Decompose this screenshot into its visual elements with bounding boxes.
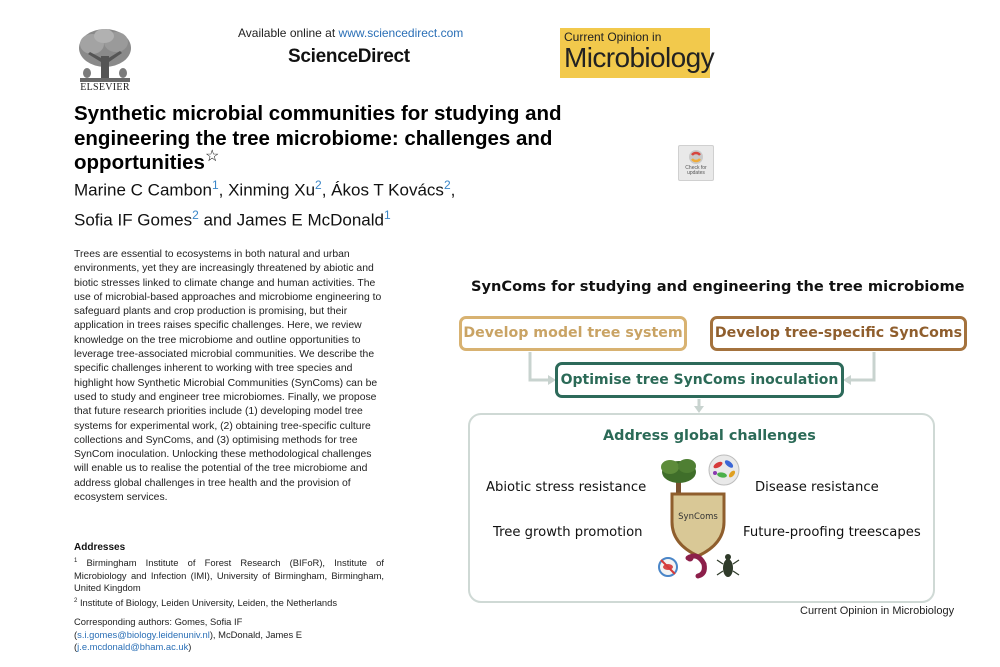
platform-name: ScienceDirect [288, 46, 410, 67]
optimise-inoculation-box: Optimise tree SynComs inoculation [555, 362, 844, 398]
connector-left [530, 352, 553, 380]
challenge-tree-growth: Tree growth promotion [493, 525, 643, 540]
journal-name-top: Current Opinion in [564, 30, 662, 44]
journal-name-main: Microbiology [564, 42, 714, 73]
author-separator: , [218, 180, 229, 200]
author-separator: and [198, 210, 237, 230]
publisher-wordmark: ELSEVIER [80, 82, 130, 93]
beetle-icon [717, 554, 739, 577]
figure-credit: Current Opinion in Microbiology [800, 605, 955, 617]
article-title-text: Synthetic microbial communities for studying and engineering the tree microbiome: challenges and opportunities [74, 102, 562, 174]
author-separator: , [450, 180, 456, 200]
check-for-updates-label: Check for updates [685, 165, 707, 176]
author-name[interactable]: Xinming Xu [228, 180, 316, 200]
author-name[interactable]: Ákos T Kovács [331, 180, 444, 200]
availability-prefix: Available online at [238, 26, 339, 40]
corresponding-prefix: Corresponding authors: Gomes, Sofia IF [74, 616, 243, 627]
corresponding-authors: Corresponding authors: Gomes, Sofia IF (s.i.gomes@biology.leidenuniv.nl), McDonald, James E (j.e.mcdonald@bham.ac.uk) [74, 616, 303, 652]
develop-model-tree-box: Develop model tree system [459, 316, 687, 351]
global-challenges-heading: Address global challenges [603, 428, 816, 444]
author-affiliation-mark[interactable]: 2 [192, 207, 199, 222]
author-name[interactable]: Sofia IF Gomes [74, 210, 193, 230]
shield-label: SynComs [678, 512, 718, 522]
arrow-head-down [694, 406, 704, 413]
develop-syncoms-box: Develop tree-specific SynComs [710, 316, 967, 351]
syncoms-shield-icon [672, 494, 724, 556]
addresses-heading: Addresses [74, 542, 126, 553]
email-link-gomes[interactable]: s.i.gomes@biology.leidenuniv.nl [77, 628, 210, 640]
abstract-text: Trees are essential to ecosystems in both natural and urban environments, yet they are increasingly threatened by abiotic and biotic stresses linked to climate change and human activities. The use of microbial-based approaches and microbiome engineering to safeguard plants and crop production is promising, but their application in trees raises specific challenges. Here, we review knowledge on the tree microbiome and outline opportunities to leverage tree-associated microbial communities. We describe the specific challenges inherent to working with tree species and highlight how Synthetic Microbial Communities (SynComs) can be used to study and engineer tree microbiomes. Finally, we propose that future research priorities include (1) developing model tree systems for experimental work, (2) obtaining tree-specific culture collections and SynComs, and (3) optimising methods for tree SynCom inoculation. Unlocking these methodological challenges will enable us to realise the potential of the tree microbiome and address global challenges in tree health and the provision of ecosystem services. [74, 249, 382, 504]
pathogen-blocked-icon [659, 558, 677, 576]
tree-icon [661, 459, 696, 494]
author-separator: , [321, 180, 332, 200]
author-affiliation-mark[interactable]: 1 [211, 178, 219, 192]
arrow-head-right [843, 375, 851, 385]
author-name[interactable]: Marine C Cambon [74, 180, 212, 200]
graphical-abstract-title: SynComs for studying and engineering the tree microbiome [471, 278, 965, 295]
sciencedirect-link[interactable]: www.sciencedirect.com [338, 26, 464, 40]
challenge-disease-resistance: Disease resistance [755, 480, 879, 495]
address-number: 2 [74, 597, 78, 604]
corresponding-middle: McDonald, James E [218, 628, 303, 640]
author-affiliation-mark[interactable]: 1 [384, 207, 391, 222]
author-affiliation-mark[interactable]: 2 [315, 178, 322, 192]
address-text: Institute of Biology, Leiden University, Leiden, the Netherlands [79, 596, 338, 608]
author-name[interactable]: James E McDonald [236, 210, 384, 230]
title-footnote-mark: ☆ [204, 148, 220, 166]
email-link-mcdonald[interactable]: j.e.mcdonald@bham.ac.uk [77, 641, 189, 652]
address-number: 1 [74, 558, 78, 564]
address-text: Birmingham Institute of Forest Research (BIFoR), Institute of Microbiology and Infection (IMI), University of Birmingham, Birmingham, United Kingdom [74, 557, 384, 594]
challenge-future-proofing: Future-proofing treescapes [743, 525, 921, 540]
challenge-abiotic-stress: Abiotic stress resistance [486, 480, 647, 495]
pathogen-fungus-icon [687, 555, 705, 577]
center-illustration [652, 452, 747, 587]
microbes-icon [709, 455, 739, 485]
author-affiliation-mark[interactable]: 2 [443, 178, 451, 192]
